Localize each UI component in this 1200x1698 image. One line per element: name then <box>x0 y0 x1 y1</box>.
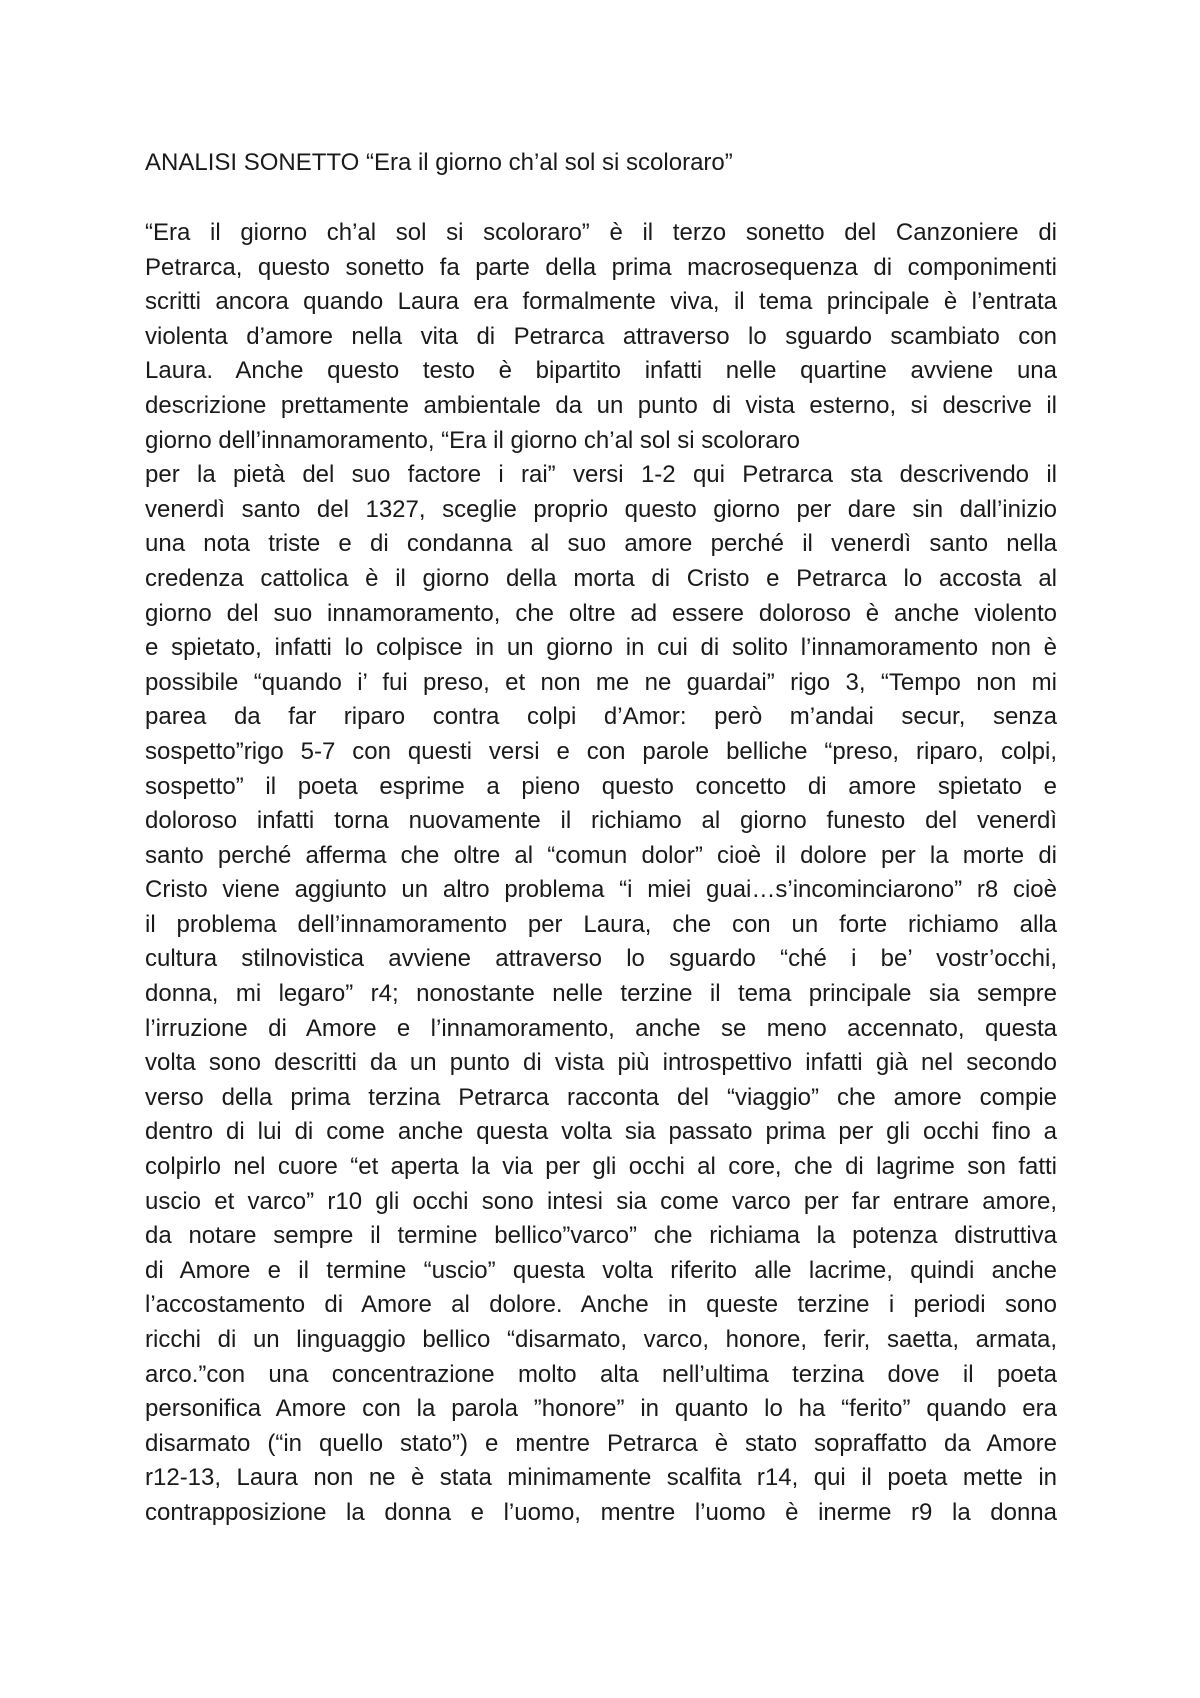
text-line: santo perché afferma che oltre al “comun dolor” cioè il dolore per la morte di <box>145 841 1057 869</box>
document-title: ANALISI SONETTO “Era il giorno ch’al sol si scoloraro” <box>145 149 733 176</box>
text-line: l’irruzione di Amore e l’innamoramento, anche se meno accennato, questa <box>145 1014 1057 1042</box>
text-line: venerdì santo del 1327, sceglie proprio questo giorno per dare sin dall’inizio <box>145 495 1057 523</box>
text-line: giorno dell’innamoramento, “Era il giorno ch’al sol si scoloraro <box>145 426 800 454</box>
text-line: donna, mi legaro” r4; nonostante nelle terzine il tema principale sia sempre <box>145 980 1057 1008</box>
text-line: Cristo viene aggiunto un altro problema “i miei guai…s’incominciarono” r8 cioè <box>145 876 1057 904</box>
text-line: uscio et varco” r10 gli occhi sono intesi sia come varco per far entrare amore, <box>145 1187 1057 1215</box>
text-line: Petrarca, questo sonetto fa parte della prima macrosequenza di componimenti <box>145 253 1057 281</box>
text-line: giorno del suo innamoramento, che oltre ad essere doloroso è anche violento <box>145 599 1057 627</box>
text-line: r12-13, Laura non ne è stata minimamente scalfita r14, qui il poeta mette in <box>145 1464 1057 1492</box>
text-line: verso della prima terzina Petrarca racconta del “viaggio” che amore compie <box>145 1083 1057 1111</box>
text-line: il problema dell’innamoramento per Laura, che con un forte richiamo alla <box>145 910 1057 938</box>
text-line: cultura stilnovistica avviene attraverso lo sguardo “ché i be’ vostr’occhi, <box>145 945 1057 973</box>
text-line: per la pietà del suo factore i rai” versi 1-2 qui Petrarca sta descrivendo il <box>145 461 1057 489</box>
text-line: sospetto” il poeta esprime a pieno questo concetto di amore spietato e <box>145 772 1057 800</box>
text-line: Laura. Anche questo testo è bipartito infatti nelle quartine avviene una <box>145 357 1057 385</box>
text-line: e spietato, infatti lo colpisce in un giorno in cui di solito l’innamoramento non è <box>145 634 1057 662</box>
text-line: descrizione prettamente ambientale da un punto di vista esterno, si descrive il <box>145 391 1057 419</box>
text-line: ricchi di un linguaggio bellico “disarmato, varco, honore, ferir, saetta, armata, <box>145 1326 1057 1353</box>
text-line: colpirlo nel cuore “et aperta la via per gli occhi al core, che di lagrime son fatti <box>145 1153 1057 1181</box>
document-body <box>145 216 1057 1531</box>
text-line: parea da far riparo contra colpi d’Amor: però m’andai secur, senza <box>145 703 1057 731</box>
text-line: “Era il giorno ch’al sol si scoloraro” è il terzo sonetto del Canzoniere di <box>145 219 1057 246</box>
text-line: violenta d’amore nella vita di Petrarca attraverso lo sguardo scambiato con <box>145 322 1057 350</box>
text-line: doloroso infatti torna nuovamente il richiamo al giorno funesto del venerdì <box>145 807 1057 835</box>
text-line: personifica Amore con la parola ”honore” in quanto lo ha “ferito” quando era <box>145 1395 1057 1423</box>
text-line: possibile “quando i’ fui preso, et non me ne guardai” rigo 3, “Tempo non mi <box>145 668 1057 696</box>
text-line: volta sono descritti da un punto di vista più introspettivo infatti già nel secondo <box>145 1049 1057 1077</box>
text-line: sospetto”rigo 5-7 con questi versi e con parole belliche “preso, riparo, colpi, <box>145 737 1057 765</box>
text-line: di Amore e il termine “uscio” questa volta riferito alle lacrime, quindi anche <box>145 1256 1057 1284</box>
text-line: contrapposizione la donna e l’uomo, mentre l’uomo è inerme r9 la donna <box>145 1498 1057 1526</box>
text-line: arco.”con una concentrazione molto alta nell’ultima terzina dove il poeta <box>145 1360 1057 1388</box>
text-line: dentro di lui di come anche questa volta sia passato prima per gli occhi fino a <box>145 1118 1057 1146</box>
text-line: una nota triste e di condanna al suo amore perché il venerdì santo nella <box>145 530 1057 558</box>
text-line: l’accostamento di Amore al dolore. Anche in queste terzine i periodi sono <box>145 1291 1057 1319</box>
text-line: da notare sempre il termine bellico”varco” che richiama la potenza distruttiva <box>145 1222 1057 1250</box>
text-line: disarmato (“in quello stato”) e mentre Petrarca è stato sopraffatto da Amore <box>145 1429 1057 1457</box>
text-line: credenza cattolica è il giorno della morta di Cristo e Petrarca lo accosta al <box>145 564 1057 592</box>
text-line: scritti ancora quando Laura era formalmente viva, il tema principale è l’entrata <box>145 288 1057 316</box>
